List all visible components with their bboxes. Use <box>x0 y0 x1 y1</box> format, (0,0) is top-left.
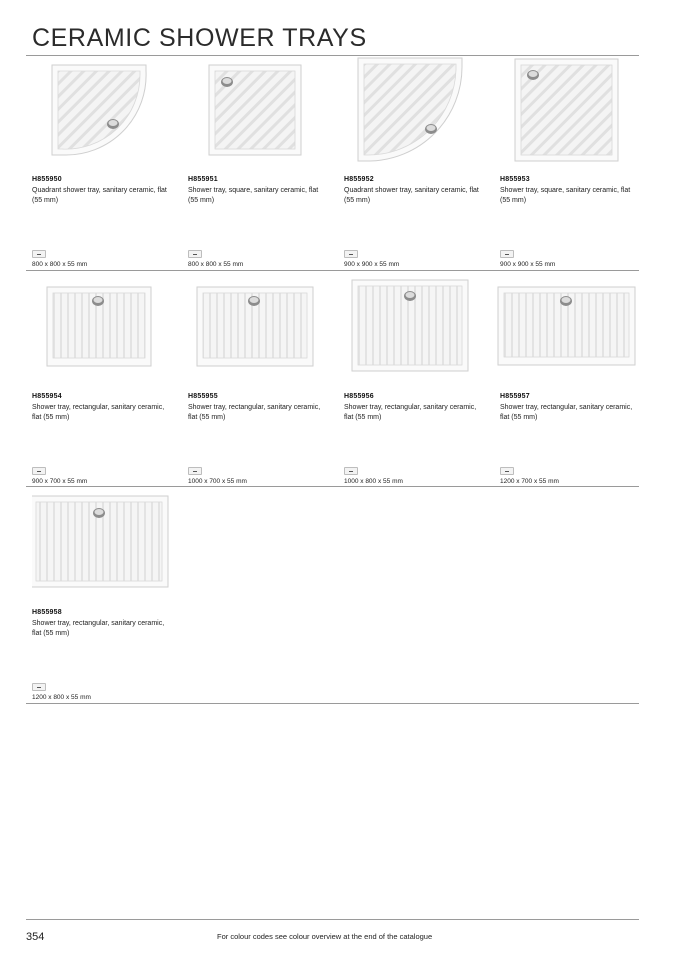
title-divider <box>26 55 639 56</box>
product-dimensions: 900 x 700 x 55 mm <box>32 478 88 485</box>
product-image <box>344 57 494 167</box>
dimension-icon <box>188 467 202 475</box>
product-code: H855954 <box>32 393 62 400</box>
product-dimensions: 900 x 900 x 55 mm <box>500 261 556 268</box>
product-dimensions: 1200 x 800 x 55 mm <box>32 694 91 701</box>
product-code: H855956 <box>344 393 374 400</box>
product-dimensions: 1000 x 700 x 55 mm <box>188 478 247 485</box>
footer-note: For colour codes see colour overview at the end of the catalogue <box>217 932 433 941</box>
product-code: H855958 <box>32 609 62 616</box>
product-dimensions: 1000 x 800 x 55 mm <box>344 478 403 485</box>
product-image <box>500 57 650 167</box>
product-description: Shower tray, rectangular, sanitary ceramic, flat (55 mm) <box>500 404 633 421</box>
product-code: H855950 <box>32 176 62 183</box>
row-divider <box>26 703 639 704</box>
dimension-icon <box>32 250 46 258</box>
product-description: Quadrant shower tray, sanitary ceramic, flat (55 mm) <box>32 187 167 204</box>
product-description: Shower tray, rectangular, sanitary ceramic, flat (55 mm) <box>32 620 165 637</box>
product-dimensions: 800 x 800 x 55 mm <box>32 261 88 268</box>
dimension-icon <box>500 250 514 258</box>
product-description: Shower tray, rectangular, sanitary ceramic, flat (55 mm) <box>344 404 477 421</box>
dimension-icon <box>500 467 514 475</box>
product-description: Shower tray, rectangular, sanitary ceramic, flat (55 mm) <box>188 404 321 421</box>
product-description: Shower tray, rectangular, sanitary ceramic, flat (55 mm) <box>32 404 165 421</box>
row-divider <box>26 486 639 487</box>
product-code: H855953 <box>500 176 530 183</box>
dimension-icon <box>344 467 358 475</box>
page-number: 354 <box>26 931 45 943</box>
product-image <box>188 57 338 167</box>
product-image <box>344 274 494 384</box>
page-title: CERAMIC SHOWER TRAYS <box>32 24 367 52</box>
dimension-icon <box>32 467 46 475</box>
product-description: Quadrant shower tray, sanitary ceramic, flat (55 mm) <box>344 187 479 204</box>
product-dimensions: 900 x 900 x 55 mm <box>344 261 400 268</box>
dimension-icon <box>344 250 358 258</box>
product-image <box>32 274 182 384</box>
product-image <box>188 274 338 384</box>
product-code: H855952 <box>344 176 374 183</box>
dimension-icon <box>32 683 46 691</box>
product-code: H855957 <box>500 393 530 400</box>
product-description: Shower tray, square, sanitary ceramic, flat (55 mm) <box>188 187 319 204</box>
product-image <box>32 490 182 600</box>
product-image <box>497 274 647 384</box>
product-image <box>32 57 182 167</box>
footer-divider <box>26 919 639 920</box>
product-dimensions: 1200 x 700 x 55 mm <box>500 478 559 485</box>
dimension-icon <box>188 250 202 258</box>
product-description: Shower tray, square, sanitary ceramic, flat (55 mm) <box>500 187 631 204</box>
product-code: H855951 <box>188 176 218 183</box>
row-divider <box>26 270 639 271</box>
product-code: H855955 <box>188 393 218 400</box>
product-dimensions: 800 x 800 x 55 mm <box>188 261 244 268</box>
